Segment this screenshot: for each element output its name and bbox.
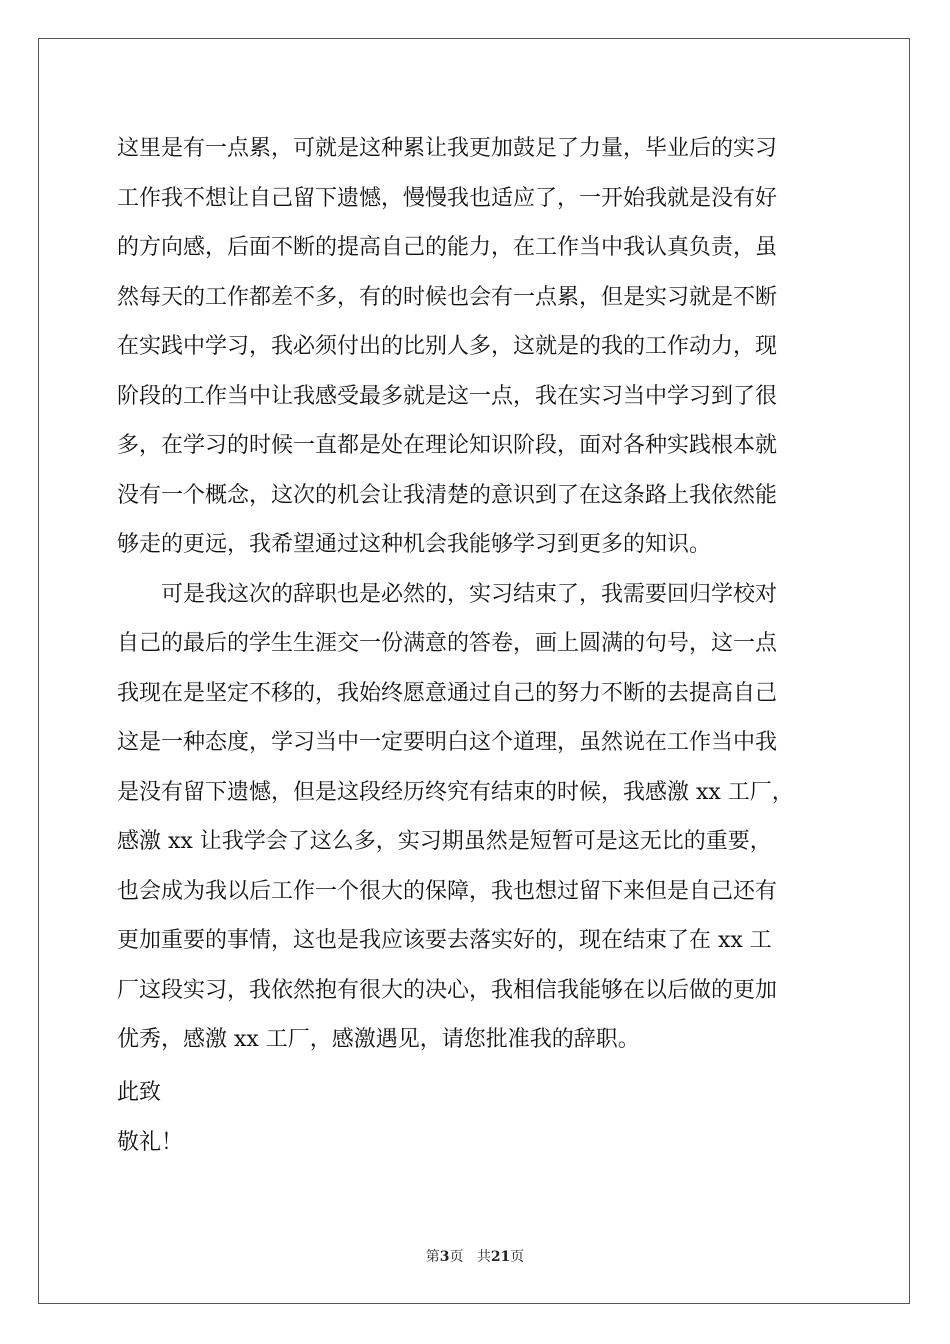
body-line: 也会成为我以后工作一个很大的保障，我也想过留下来但是自己还有 xyxy=(117,878,778,904)
body-line: 优秀，感激 xx 工厂，感激遇见，请您批准我的辞职。 xyxy=(117,1027,640,1052)
body-line: 多，在学习的时候一直都是处在理论知识阶段，面对各种实践根本就 xyxy=(117,433,778,458)
body-line: 我现在是坚定不移的，我始终愿意通过自己的努力不断的去提高自己 xyxy=(117,680,778,706)
body-line: 没有一个概念，这次的机会让我清楚的意识到了在这条路上我依然能 xyxy=(117,482,778,508)
body-line: 在实践中学习，我必须付出的比别人多，这就是的我的工作动力，现 xyxy=(117,334,778,359)
page-number-footer xyxy=(0,1246,950,1266)
document-body xyxy=(117,124,837,1065)
body-line: 这是一种态度，学习当中一定要明白这个道理，虽然说在工作当中我 xyxy=(117,730,778,755)
body-line: 这里是有一点累，可就是这种累让我更加鼓足了力量，毕业后的实习 xyxy=(117,136,778,161)
body-line: 可是我这次的辞职也是必然的，实习结束了，我需要回归学校对 xyxy=(161,581,778,607)
footer-total-suffix: 页 xyxy=(510,1249,525,1265)
closing-regards: 敬礼！ xyxy=(117,1130,184,1155)
footer-page-suffix: 页 xyxy=(449,1249,464,1265)
footer-total-prefix: 共 xyxy=(476,1249,491,1265)
body-line: 更加重要的事情，这也是我应该要去落实好的，现在结束了在 xx 工 xyxy=(117,928,772,953)
footer-current-page: 3 xyxy=(439,1249,450,1265)
body-line: 是没有留下遗憾，但是这段经历终究有结束的时候，我感激 xx 工厂， xyxy=(117,779,794,805)
footer-total-pages: 21 xyxy=(490,1249,511,1265)
body-line: 厂这段实习，我依然抱有很大的决心，我相信我能够在以后做的更加 xyxy=(117,977,778,1003)
body-line: 工作我不想让自己留下遗憾，慢慢我也适应了，一开始我就是没有好 xyxy=(117,185,778,211)
body-line: 自己的最后的学生生涯交一份满意的答卷，画上圆满的句号，这一点 xyxy=(117,631,778,656)
body-line: 够走的更远，我希望通过这种机会我能够学习到更多的知识。 xyxy=(117,532,712,557)
body-line: 感激 xx 让我学会了这么多，实习期虽然是短暂可是这无比的重要， xyxy=(117,829,772,854)
body-line: 的方向感，后面不断的提高自己的能力，在工作当中我认真负责，虽 xyxy=(117,235,778,260)
closing-salutation: 此致 xyxy=(117,1080,162,1105)
body-line: 阶段的工作当中让我感受最多就是这一点，我在实习当中学习到了很 xyxy=(117,383,778,409)
body-line: 然每天的工作都差不多，有的时候也会有一点累，但是实习就是不断 xyxy=(117,284,778,310)
footer-prefix: 第 xyxy=(425,1249,440,1265)
